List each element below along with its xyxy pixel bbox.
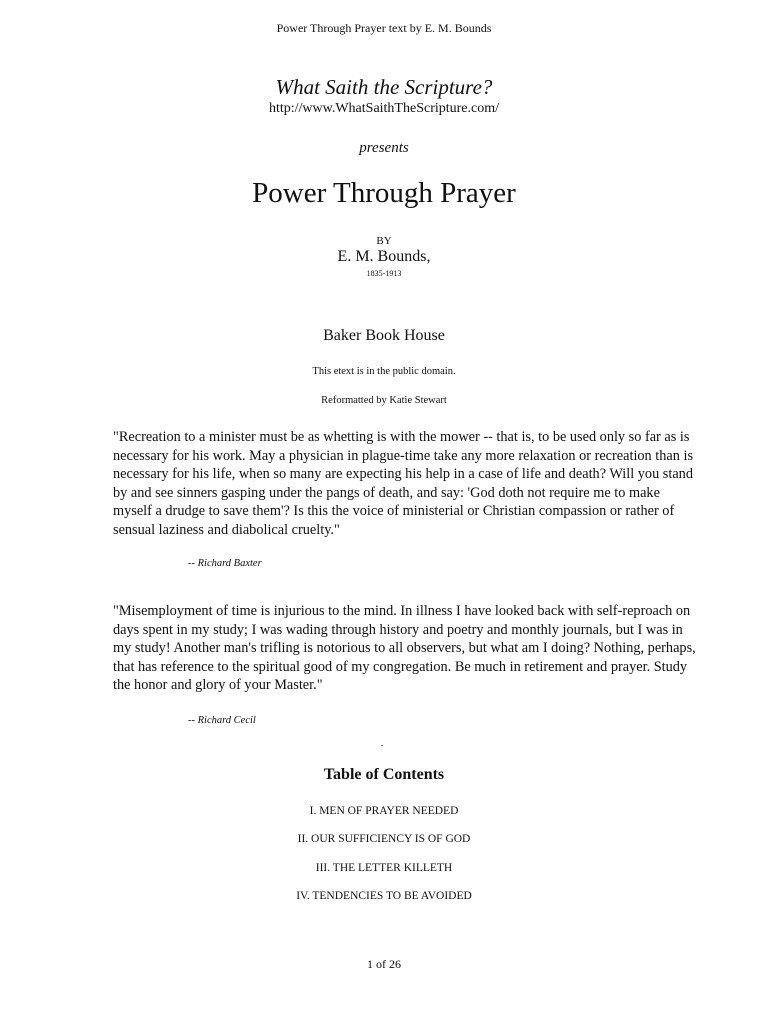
- running-header: Power Through Prayer text by E. M. Bounds: [276, 21, 492, 35]
- site-title: What Saith the Scripture?: [275, 75, 493, 99]
- book-title: Power Through Prayer: [252, 177, 516, 209]
- site-url: http://www.WhatSaithTheScripture.com/: [268, 101, 500, 116]
- toc-list: [0, 805, 768, 918]
- toc-item-1[interactable]: I. MEN OF PRAYER NEEDED: [309, 805, 459, 817]
- public-domain-notice: This etext is in the public domain.: [312, 366, 456, 377]
- publisher: Baker Book House: [323, 327, 445, 344]
- author-dates: 1835-1913: [366, 269, 402, 278]
- by-label: BY: [376, 235, 392, 247]
- toc-item-3[interactable]: III. THE LETTER KILLETH: [315, 861, 453, 874]
- toc-heading: Table of Contents: [323, 766, 445, 783]
- quote-cecil: "Misemployment of time is injurious to the mind. In illness I have looked back with self-reproach on days spent in my study; I was wading through history and poetry and monthly journals, but I was in my study! Another man's trifling is notorious to all observers, but what am I doing? Nothing, perhaps, that has reference to the spiritual good of my congregation. Be much in retirement and prayer. Study the honor and glory of your Master.": [113, 603, 696, 694]
- toc-item-4[interactable]: IV. TENDENCIES TO BE AVOIDED: [296, 889, 472, 902]
- toc-item-2[interactable]: II. OUR SUFFICIENCY IS OF GOD: [297, 833, 471, 846]
- author-name: E. M. Bounds,: [337, 248, 431, 265]
- quote-attribution-cecil: -- Richard Cecil: [188, 715, 256, 726]
- page-number: 1 of 26: [367, 957, 401, 971]
- quote-attribution-baxter: -- Richard Baxter: [188, 558, 262, 569]
- presents-text: presents: [359, 140, 409, 156]
- reformatted-credit: Reformatted by Katie Stewart: [321, 395, 447, 406]
- stray-mark: [381, 745, 383, 746]
- quote-baxter: "Recreation to a minister must be as whetting is with the mower -- that is, to be used only so far as is necessary for his work. May a physician in plague-time take any more relaxation or recreation than is necessary for his life, when so many are expecting his help in a case of life and death? Will you stand by and see sinners gasping under the pangs of death, and say: 'God doth not require me to make myself a drudge to save them'? Is this the voice of ministerial or Christian compassion or rather of sensual laziness and diabolical cruelty.": [113, 429, 694, 538]
